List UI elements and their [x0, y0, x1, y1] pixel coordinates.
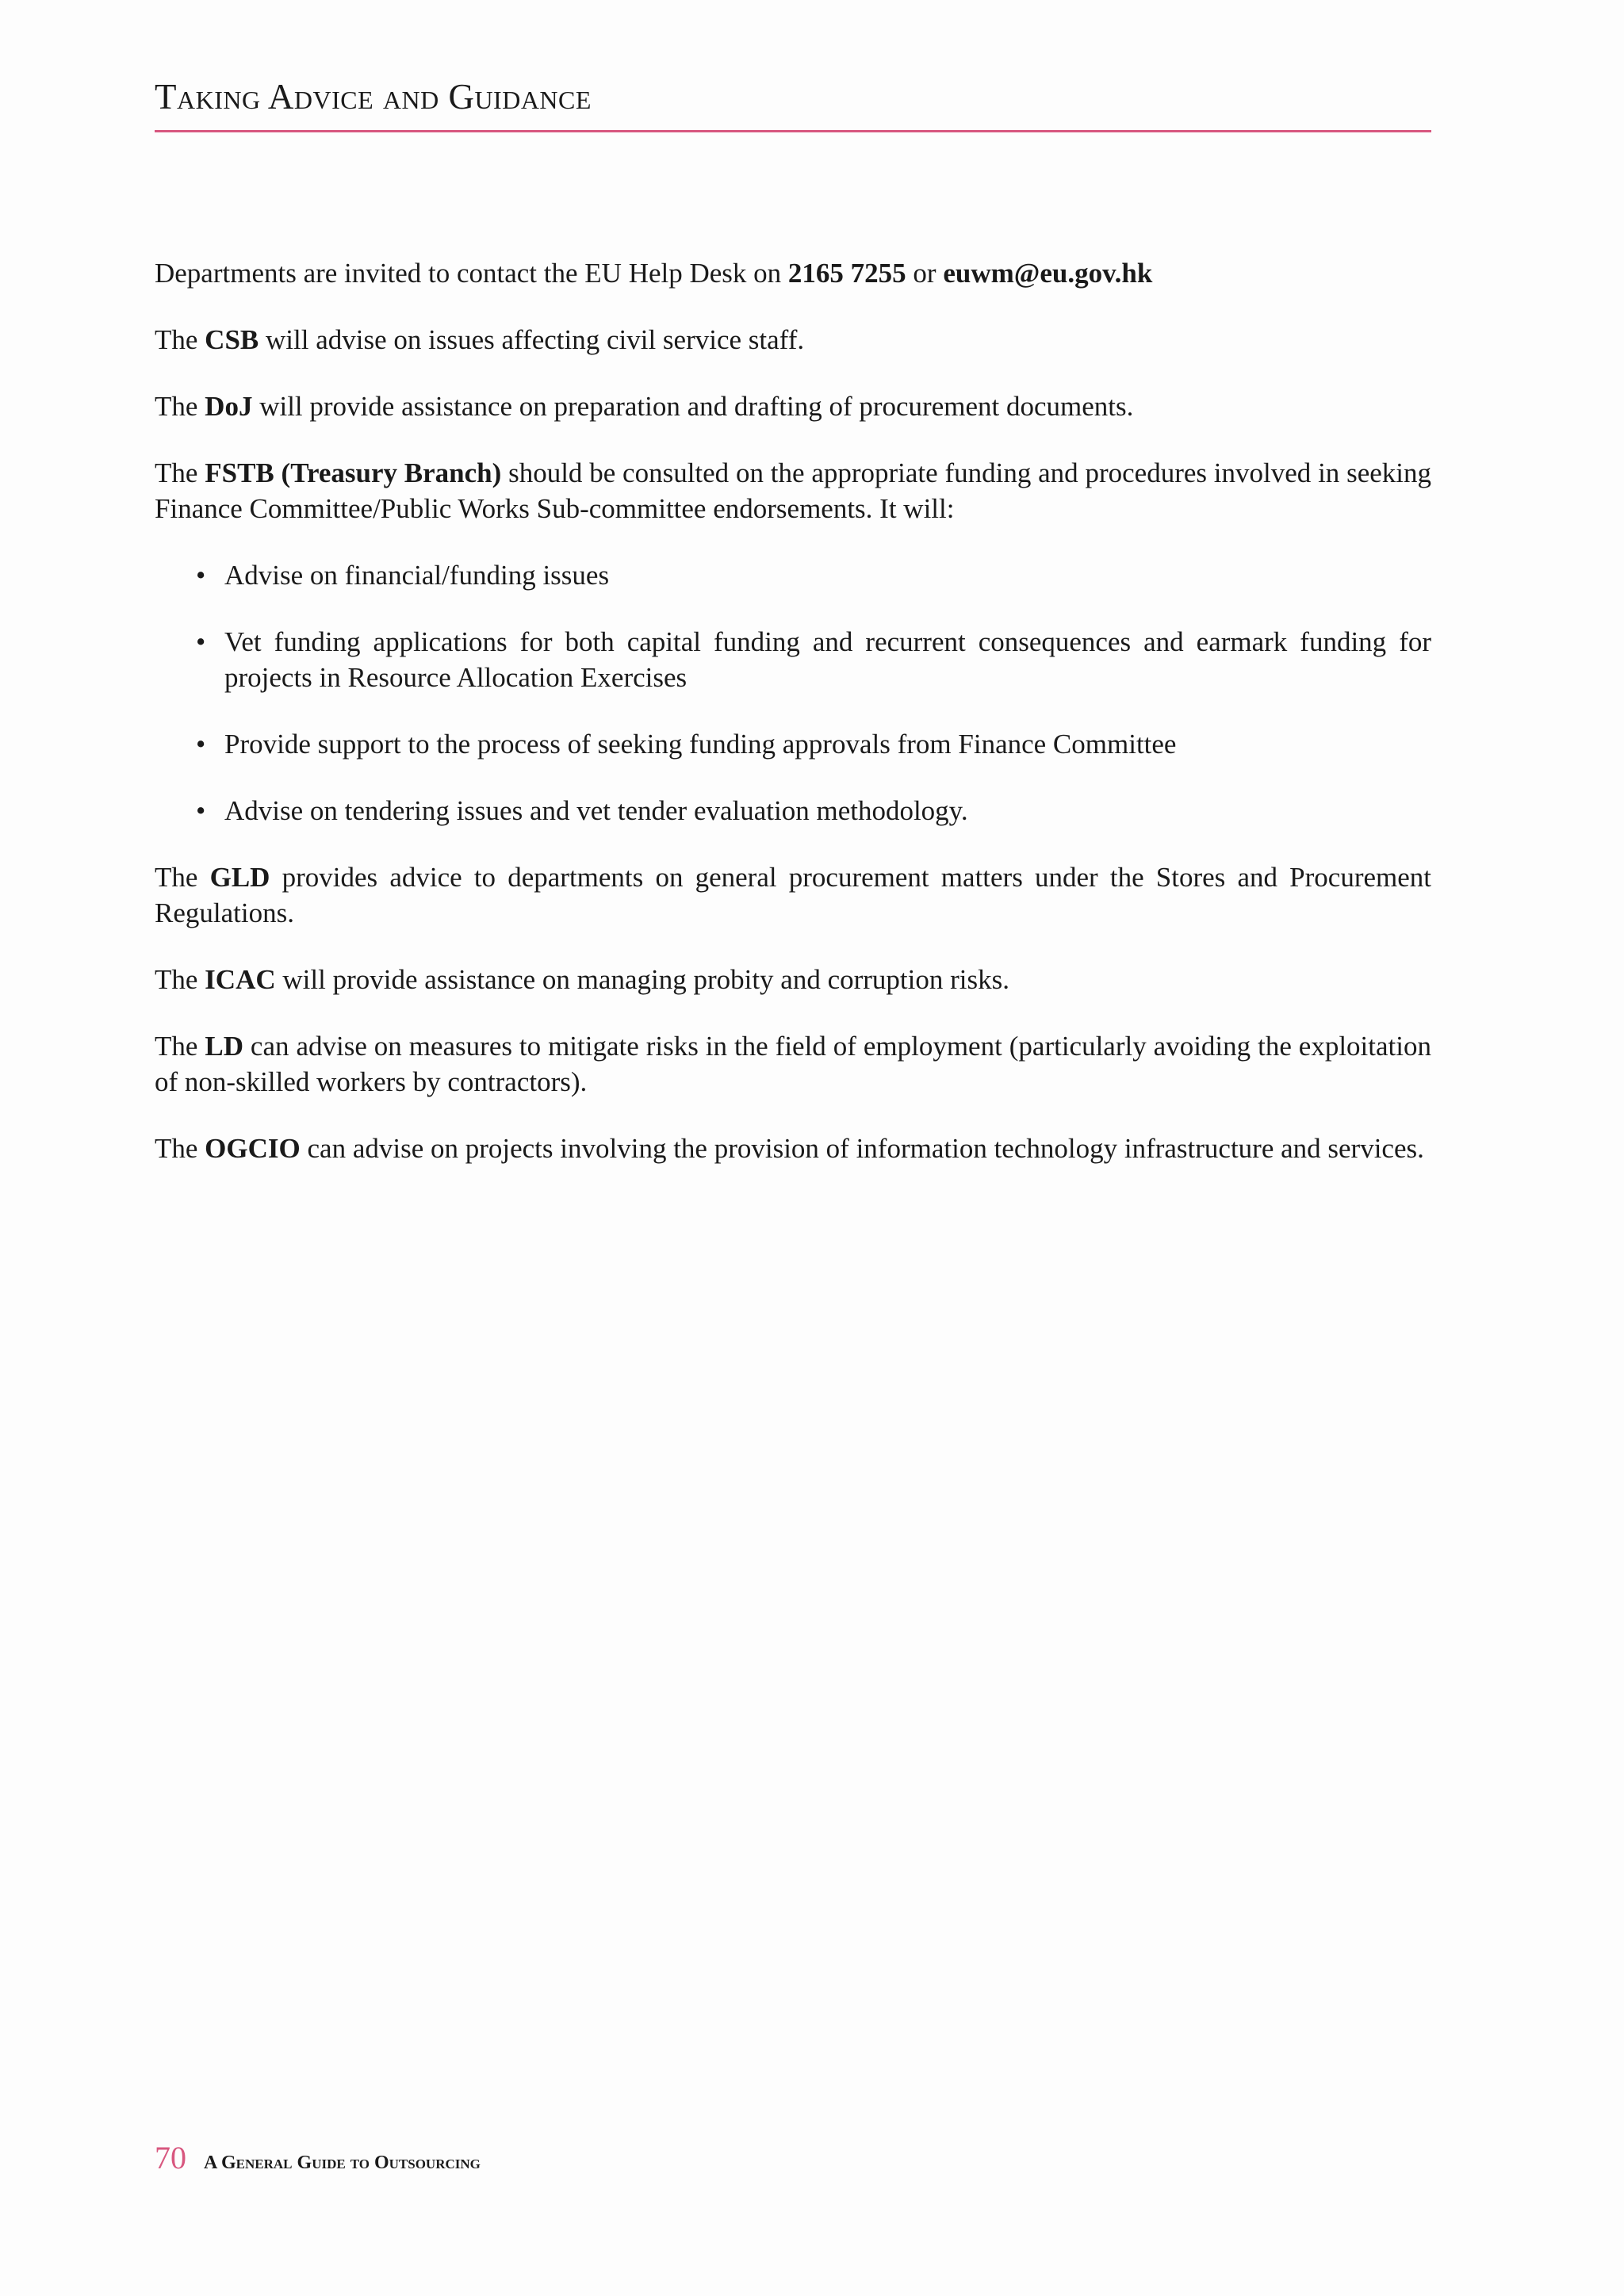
csb-pre: The [155, 324, 205, 355]
fstb-bullet-list [155, 557, 1431, 828]
list-item [155, 793, 1431, 828]
helpdesk-or: or [906, 258, 944, 289]
fstb-paragraph [155, 455, 1431, 526]
gld-paragraph [155, 859, 1431, 931]
helpdesk-phone: 2165 7255 [787, 258, 906, 289]
ogcio-pre: The [155, 1133, 205, 1164]
ld-text: can advise on measures to mitigate risks in the field of employment (particularly avoiding the exploitation of non-skilled workers by contractors). [155, 1031, 1431, 1097]
bullet-icon: • [196, 626, 206, 657]
bullet-icon: • [196, 560, 206, 591]
gld-org: GLD [209, 862, 270, 893]
csb-org: CSB [205, 324, 259, 355]
csb-paragraph [155, 322, 1431, 358]
page-number: 70 [155, 2140, 186, 2175]
ld-pre: The [155, 1031, 205, 1062]
list-item [155, 624, 1431, 695]
icac-org: ICAC [205, 964, 276, 995]
ld-org: LD [205, 1031, 243, 1062]
fstb-text: should be consulted on the appropriate funding and procedures involved in seeking Finance Committee/Public Works Sub-committee endorsements. It will: [155, 457, 1431, 524]
doj-org: DoJ [205, 391, 253, 422]
list-item-text: Provide support to the process of seeking funding approvals from Finance Committee [224, 729, 1177, 760]
ogcio-paragraph [155, 1131, 1431, 1166]
ogcio-org: OGCIO [205, 1133, 301, 1164]
icac-paragraph [155, 962, 1431, 997]
fstb-org: FSTB (Treasury Branch) [205, 457, 502, 488]
gld-pre: The [155, 862, 210, 893]
doj-paragraph [155, 388, 1431, 424]
section-title: Taking Advice and Guidance [155, 77, 592, 117]
page-header [155, 73, 1431, 132]
helpdesk-email: euwm@eu.gov.hk [943, 258, 1153, 289]
ld-paragraph [155, 1028, 1431, 1100]
list-item [155, 726, 1431, 762]
helpdesk-paragraph [155, 255, 1431, 291]
list-item-text: Advise on tendering issues and vet tender evaluation methodology. [224, 795, 968, 826]
list-item [155, 557, 1431, 593]
icac-text: will provide assistance on managing probity and corruption risks. [275, 964, 1010, 995]
fstb-pre: The [155, 457, 205, 488]
bullet-icon: • [196, 795, 206, 826]
helpdesk-text: Departments are invited to contact the EU Help Desk on [155, 258, 788, 289]
page-content [155, 255, 1431, 1197]
list-item-text: Advise on financial/funding issues [224, 560, 610, 591]
footer-title: A General Guide to Outsourcing [204, 2152, 481, 2173]
gld-text: provides advice to departments on general procurement matters under the Stores and Procurement Regulations. [155, 862, 1431, 928]
page-footer [155, 2139, 481, 2176]
bullet-icon: • [196, 729, 206, 760]
list-item-text: Vet funding applications for both capital funding and recurrent consequences and earmark funding for projects in Resource Allocation Exercises [224, 626, 1431, 693]
doj-pre: The [155, 391, 205, 422]
csb-text: will advise on issues affecting civil service staff. [259, 324, 805, 355]
doj-text: will provide assistance on preparation and drafting of procurement documents. [252, 391, 1134, 422]
ogcio-text: can advise on projects involving the provision of information technology infrastructure and services. [300, 1133, 1424, 1164]
icac-pre: The [155, 964, 205, 995]
